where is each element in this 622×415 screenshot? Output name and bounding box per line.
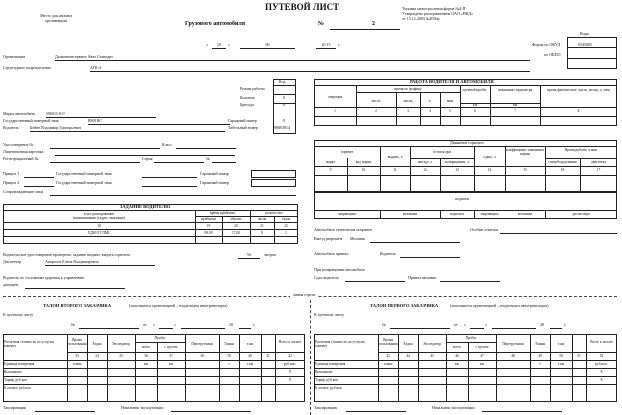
driver-value[interactable]: Бейне Владимир Григорьевич	[30, 126, 225, 132]
task-trips[interactable]: 1	[285, 231, 287, 235]
date-month[interactable]: 06	[240, 43, 295, 49]
page-title: ПУТЕВОЙ ЛИСТ	[265, 2, 340, 12]
vehicle-type: Грузового автомобиля	[185, 21, 246, 27]
coupon-first-customer: ТАЛОН ПЕРВОГО ЗАКАЗЧИКА (заполняется организацией – владельцем автотранспорта) К путевому листу № от « » 20 г. Расчетная стоимость по услугам клиенту Время пользования Ездки Экспедитор Пробег всего с грузом Перегрузчики Тонны т.км Всего к оплате 43 44 45 46 47 48 49 50 51 52 Единица измерения ч.мин км км т т.км руб.коп. Выполнено X Тариф, руб.коп X К оплате, руб.коп Таксировщик Начальник эксплуатации	[314, 302, 617, 415]
brigade-value[interactable]: 0	[283, 102, 285, 107]
codes-box	[567, 37, 617, 69]
okpo-label: по ОКПО	[544, 52, 561, 57]
date-year[interactable]: 20 15	[316, 43, 336, 49]
okud-label: Форма по ОКУД	[532, 42, 561, 47]
tab-value[interactable]: 98003814	[274, 125, 290, 130]
column-value[interactable]: 0	[283, 95, 285, 100]
task-arrival[interactable]: 08.00	[204, 231, 213, 235]
number-label: №	[318, 21, 325, 27]
codes-label: Коды	[580, 31, 590, 36]
unit-label: Структурное подразделение	[3, 65, 51, 70]
task-departure[interactable]: 17.00	[231, 231, 241, 235]
fuel-liters[interactable]: 56	[238, 253, 260, 259]
task-hours[interactable]: 9	[261, 231, 263, 235]
form-note: Типовая межотраслевая форма №4-П	[402, 6, 466, 11]
plate-value[interactable]: В901ВС	[88, 119, 230, 125]
okud-value: 0345005	[578, 42, 592, 47]
coupon-second-customer: ТАЛОН ВТОРОГО ЗАКАЗЧИКА (заполняется организацией – владельцем автотранспорта) К путевому листу № от « » 20 г. Расчетная стоимость по услугам клиенту Время пользования Ездки Экспедитор Пробег всего с грузом Перегрузчики Тонны т.км Всего к оплате 33 34 35 36 37 38 39 40 41 42 Единица измерения ч.мин км км т т.км руб.коп. Выполнено X Тариф, руб.коп X К оплате, руб.коп Таксировщик Начальник эксплуатации	[3, 302, 305, 415]
task-customer[interactable]: ХДМ ОТ ПМС	[87, 231, 111, 235]
org-label: Организация	[3, 54, 26, 59]
form-note: Утверждена распоряжением ОАО «РЖД»	[402, 11, 473, 16]
form-note: от 15.12.2003 №2030р	[402, 16, 440, 21]
stamp-place: Место для штампа организации	[40, 13, 72, 23]
org-value[interactable]: Дальнеконсервное Авто Стандарт	[55, 55, 530, 61]
date-day[interactable]: 29	[212, 43, 226, 49]
unit-value[interactable]: АТК-4	[90, 66, 530, 72]
brand-value[interactable]: 596011-0-0	[46, 112, 156, 118]
garage-value[interactable]: 0	[283, 118, 285, 123]
dispatcher-name[interactable]: Апарасов Елена Владимировна	[45, 260, 155, 266]
sheet-number: 2	[372, 21, 375, 27]
